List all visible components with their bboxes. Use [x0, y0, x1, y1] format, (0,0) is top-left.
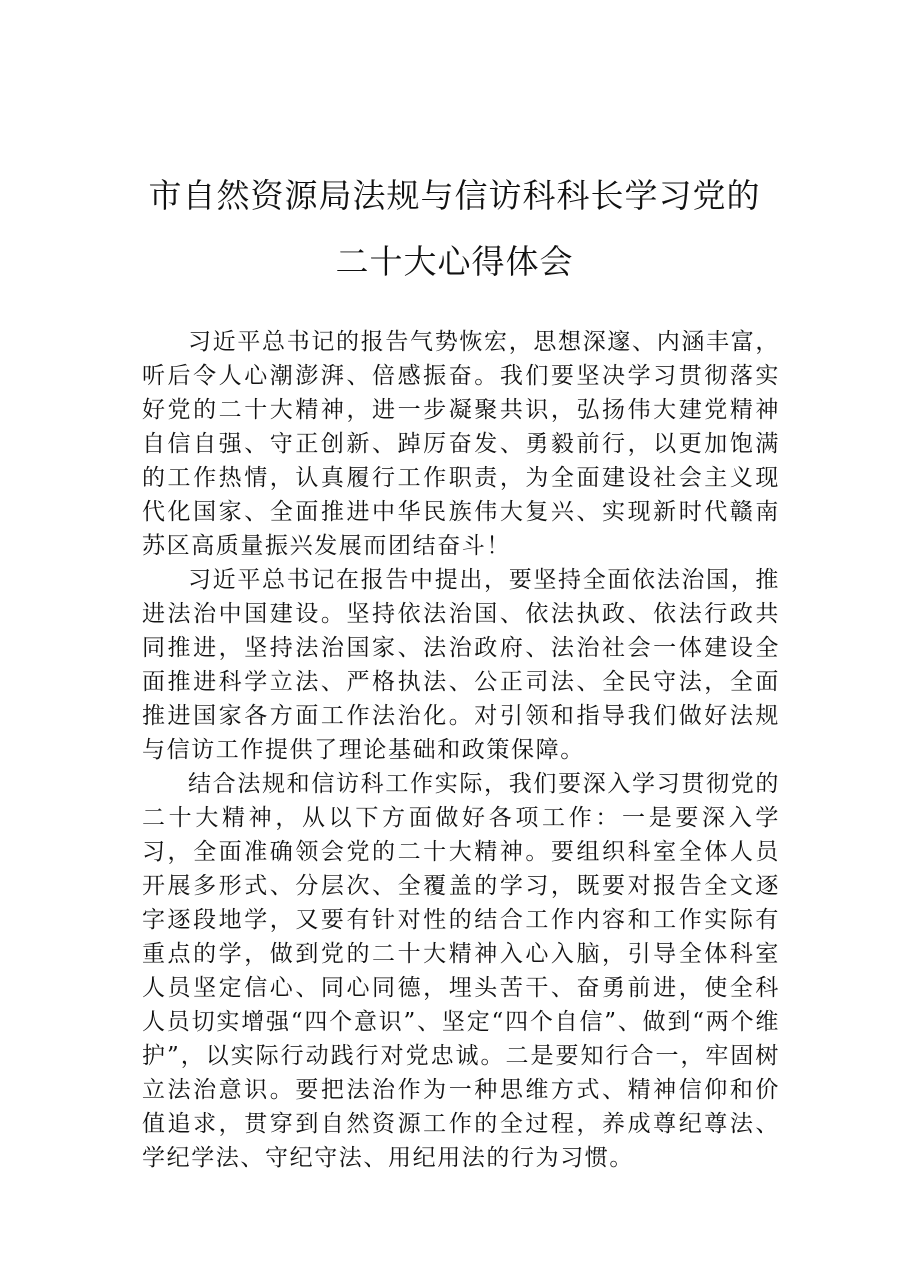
paragraph-3: 结合法规和信访科工作实际，我们要深入学习贯彻党的二十大精神，从以下方面做好各项工作：一是要深入学习，全面准确领会党的二十大精神。要组织科室全体人员开展多形式、分层次、全覆盖的学习，既要对报告全文逐字逐段地学，又要有针对性的结合工作内容和工作实际有重点的学，做到党的二十大精神入心入脑，引导全体科室人员坚定信心、同心同德，埋头苦干、奋勇前进，使全科人员切实增强“四个意识”、坚定“四个自信”、做到“两个维护”，以实际行动践行对党忠诚。二是要知行合一，牢固树立法治意识。要把法治作为一种思维方式、精神信仰和价值追求，贯穿到自然资源工作的全过程，养成尊纪尊法、学纪学法、守纪守法、用纪用法的行为习惯。 — [142, 771, 780, 1171]
paragraph-2: 习近平总书记在报告中提出，要坚持全面依法治国，推进法治中国建设。坚持依法治国、依法执政、依法行政共同推进，坚持法治国家、法治政府、法治社会一体建设全面推进科学立法、严格执法、公正司法、全民守法，全面推进国家各方面工作法治化。对引领和指导我们做好法规与信访工作提供了理论基础和政策保障。 — [142, 567, 780, 763]
document-title-line-2: 二十大心得体会 — [335, 242, 574, 281]
document-title-line-1: 市自然资源局法规与信访科科长学习党的 — [148, 176, 761, 215]
document-body — [142, 325, 780, 1175]
paragraph-1: 习近平总书记的报告气势恢宏，思想深邃、内涵丰富，听后令人心潮澎湃、倍感振奋。我们要坚决学习贯彻落实好党的二十大精神，进一步凝聚共识，弘扬伟大建党精神自信自强、守正创新、踔厉奋发、勇毅前行，以更加饱满的工作热情，认真履行工作职责，为全面建设社会主义现代化国家、全面推进中华民族伟大复兴、实现新时代赣南苏区高质量振兴发展而团结奋斗！ — [142, 329, 780, 559]
